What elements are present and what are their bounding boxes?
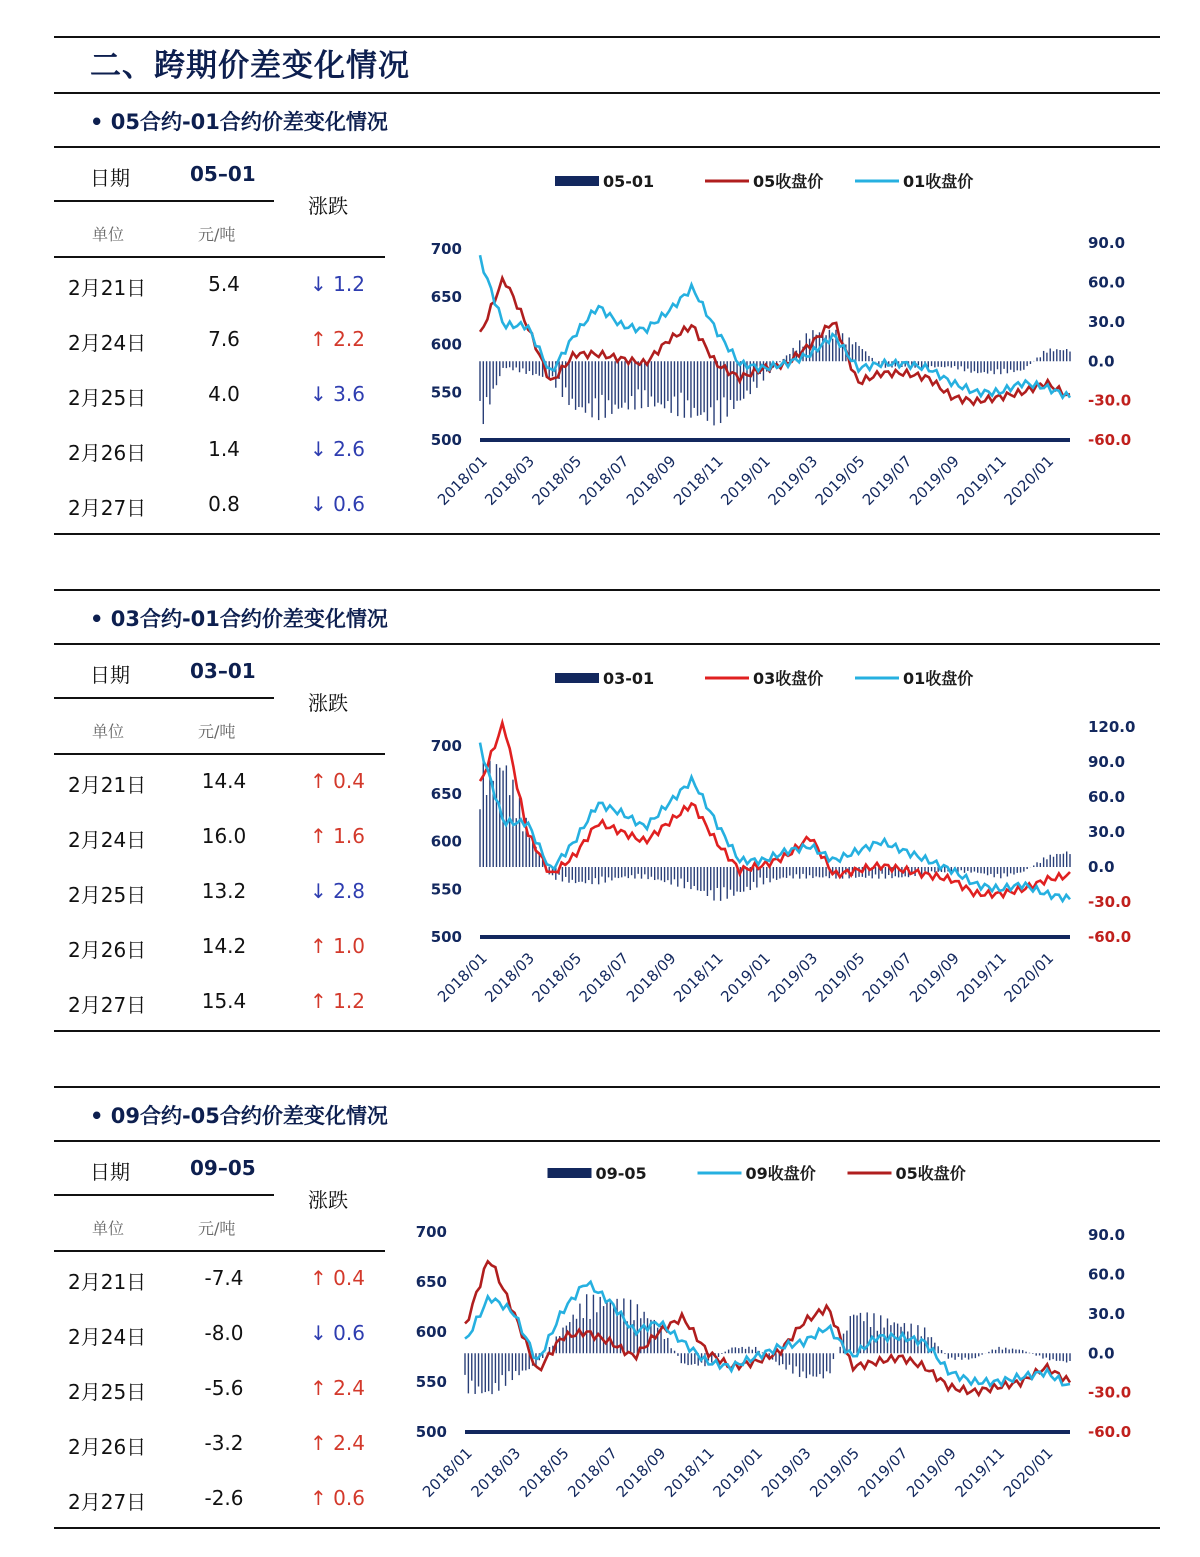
row-date: 2月21日 [68, 773, 147, 797]
spread-header: 03–01 [190, 659, 256, 683]
row-change: ↑ 2.4 [310, 1376, 365, 1400]
legend-label: 05收盘价 [895, 1164, 966, 1183]
legend-swatch [548, 1168, 592, 1178]
x-axis-tick: 2019/03 [764, 949, 822, 1006]
row-date: 2月27日 [68, 1490, 147, 1514]
section-2-top-rule [54, 589, 1160, 591]
x-axis-tick: 2018/05 [528, 452, 586, 509]
x-axis-tick: 2019/09 [906, 452, 963, 509]
header-divider [54, 697, 274, 699]
x-axis-tick: 2018/03 [467, 1444, 525, 1501]
left-axis-tick: 500 [415, 1423, 447, 1441]
x-axis-tick: 2019/11 [953, 949, 1011, 1006]
row-date: 2月21日 [68, 276, 147, 300]
row-value: -5.6 [204, 1376, 244, 1400]
x-axis-tick: 2018/09 [622, 949, 680, 1006]
section-1-bottom-rule [54, 533, 1160, 535]
x-axis-tick: 2019/09 [906, 949, 963, 1006]
right-axis-tick: 60.0 [1088, 273, 1126, 292]
x-axis-tick: 2018/09 [622, 452, 680, 509]
unit-label: 单位 [92, 1219, 125, 1238]
row-value: 0.8 [208, 492, 240, 516]
row-value: 4.0 [208, 382, 240, 406]
left-axis-tick: 600 [430, 832, 462, 851]
x-axis-tick: 2018/01 [434, 452, 491, 509]
table-row [54, 1417, 394, 1472]
left-axis-tick: 700 [415, 1223, 447, 1241]
row-value: 7.6 [208, 327, 240, 351]
header-divider [54, 200, 274, 202]
section-2-rule [54, 643, 1160, 645]
spread-chart-09-05 [405, 1152, 1150, 1522]
left-axis-tick: 600 [430, 335, 462, 354]
row-value: 14.4 [201, 769, 247, 793]
date-header: 日期 [90, 1160, 130, 1184]
left-axis-tick: 550 [430, 383, 462, 402]
x-axis-tick: 2020/01 [1000, 452, 1058, 509]
legend-label: 09收盘价 [745, 1164, 816, 1183]
legend-label: 05收盘价 [753, 172, 824, 191]
right-axis-tick: 120.0 [1088, 718, 1136, 736]
right-axis-tick: 30.0 [1088, 1304, 1126, 1323]
legend-label: 01收盘价 [903, 669, 974, 688]
right-axis-tick: -30.0 [1088, 893, 1132, 911]
x-axis-tick: 2018/03 [481, 452, 539, 509]
row-value: 13.2 [201, 879, 247, 903]
table-row [54, 368, 394, 423]
x-axis-tick: 2018/09 [612, 1444, 670, 1501]
right-axis-tick: 30.0 [1088, 312, 1126, 331]
title-rule [54, 92, 1160, 94]
row-date: 2月24日 [68, 331, 147, 355]
row-change: ↑ 0.4 [310, 1266, 365, 1290]
table-row [54, 1362, 394, 1417]
right-axis-tick: 90.0 [1088, 753, 1126, 771]
x-axis-tick: 2018/03 [481, 949, 539, 1006]
right-axis-tick: -30.0 [1088, 391, 1132, 410]
x-axis-tick: 2019/01 [709, 1444, 767, 1501]
x-axis-tick: 2019/05 [811, 949, 869, 1006]
unit-value: 元/吨 [198, 1219, 236, 1238]
right-axis-tick: 90.0 [1088, 234, 1126, 253]
section-1-rule [54, 146, 1160, 148]
x-axis-tick: 2018/07 [575, 452, 633, 509]
row-change: ↑ 0.6 [310, 1486, 365, 1510]
x-axis-tick: 2020/01 [1000, 949, 1058, 1006]
spread-header: 09–05 [190, 1156, 256, 1180]
change-header: 涨跌 [308, 691, 348, 715]
row-change: ↓ 3.6 [310, 382, 365, 406]
right-axis-tick: 60.0 [1088, 788, 1126, 806]
row-change: ↓ 0.6 [310, 492, 365, 516]
section-3-title: • 09合约-05合约价差变化情况 [90, 1104, 388, 1128]
right-axis-tick: 0.0 [1088, 1344, 1115, 1363]
row-value: -7.4 [204, 1266, 244, 1290]
date-header: 日期 [90, 166, 130, 190]
row-value: 16.0 [201, 824, 247, 848]
x-axis-tick: 2019/05 [806, 1444, 864, 1501]
row-date: 2月25日 [68, 386, 147, 410]
row-value: -2.6 [204, 1486, 244, 1510]
right-axis-tick: 60.0 [1088, 1265, 1126, 1284]
x-axis-tick: 2019/11 [951, 1444, 1009, 1501]
legend-label: 01收盘价 [903, 172, 974, 191]
unit-value: 元/吨 [198, 225, 236, 244]
x-axis-tick: 2019/11 [953, 452, 1011, 509]
row-change: ↓ 2.6 [310, 437, 365, 461]
row-change: ↓ 0.6 [310, 1321, 365, 1345]
date-header: 日期 [90, 663, 130, 687]
change-header: 涨跌 [308, 1188, 348, 1212]
section-2-bottom-rule [54, 1030, 1160, 1032]
page-title: 二、跨期价差变化情况 [90, 48, 410, 84]
table-row [54, 920, 394, 975]
left-axis-tick: 550 [430, 880, 462, 899]
unit-value: 元/吨 [198, 722, 236, 741]
section-3-top-rule [54, 1086, 1160, 1088]
right-axis-tick: 0.0 [1088, 352, 1115, 371]
table-row [54, 258, 394, 313]
table-row [54, 1252, 394, 1307]
left-axis-tick: 600 [415, 1323, 447, 1341]
x-axis-tick: 2019/09 [903, 1444, 960, 1501]
row-date: 2月26日 [68, 1435, 147, 1459]
x-axis-tick: 2018/07 [575, 949, 633, 1006]
right-axis-tick: -60.0 [1088, 1423, 1132, 1441]
x-axis-tick: 2018/11 [670, 452, 727, 509]
table-row [54, 975, 394, 1030]
legend-swatch [555, 176, 599, 186]
change-header: 涨跌 [308, 194, 348, 218]
row-date: 2月27日 [68, 993, 147, 1017]
row-change: ↑ 2.4 [310, 1431, 365, 1455]
left-axis-tick: 650 [415, 1273, 447, 1291]
x-axis-tick: 2018/01 [434, 949, 491, 1006]
table-row [54, 865, 394, 920]
x-axis-tick: 2019/07 [858, 949, 916, 1006]
section-3-bottom-rule [54, 1527, 1160, 1529]
right-axis-tick: 90.0 [1088, 1226, 1126, 1245]
x-axis-tick: 2018/07 [564, 1444, 622, 1501]
x-axis-tick: 2018/11 [670, 949, 727, 1006]
row-date: 2月25日 [68, 883, 147, 907]
row-value: -3.2 [204, 1431, 244, 1455]
x-axis-tick: 2020/01 [999, 1444, 1057, 1501]
left-axis-tick: 500 [430, 928, 462, 946]
x-axis-tick: 2018/05 [515, 1444, 573, 1501]
row-date: 2月27日 [68, 496, 147, 520]
series-line [465, 1282, 1070, 1386]
row-value: 15.4 [201, 989, 247, 1013]
right-axis-tick: 30.0 [1088, 823, 1126, 841]
table-row [54, 1307, 394, 1362]
x-axis-tick: 2019/03 [764, 452, 822, 509]
row-date: 2月25日 [68, 1380, 147, 1404]
x-axis-tick: 2018/01 [419, 1444, 476, 1501]
spread-chart-05-01 [420, 160, 1150, 530]
spread-chart-03-01 [420, 657, 1150, 1027]
right-axis-tick: -60.0 [1088, 431, 1132, 449]
row-value: 1.4 [208, 437, 240, 461]
x-axis-tick: 2018/11 [661, 1444, 718, 1501]
top-rule [54, 36, 1160, 38]
legend-label: 03收盘价 [753, 669, 824, 688]
table-row [54, 478, 394, 533]
row-value: -8.0 [204, 1321, 244, 1345]
row-value: 14.2 [201, 934, 247, 958]
x-axis-tick: 2019/03 [757, 1444, 815, 1501]
x-axis-tick: 2019/01 [717, 949, 775, 1006]
section-3-rule [54, 1140, 1160, 1142]
legend-label: 05-01 [603, 172, 655, 191]
legend-swatch [555, 673, 599, 683]
header-divider [54, 1194, 274, 1196]
row-change: ↓ 1.2 [310, 272, 365, 296]
table-row [54, 810, 394, 865]
x-axis-tick: 2019/07 [858, 452, 916, 509]
row-change: ↑ 2.2 [310, 327, 365, 351]
unit-label: 单位 [92, 225, 125, 244]
row-change: ↑ 1.2 [310, 989, 365, 1013]
unit-label: 单位 [92, 722, 125, 741]
legend-label: 09-05 [595, 1164, 647, 1183]
section-1-title: • 05合约-01合约价差变化情况 [90, 110, 388, 134]
section-2-title: • 03合约-01合约价差变化情况 [90, 607, 388, 631]
row-date: 2月24日 [68, 828, 147, 852]
table-row [54, 423, 394, 478]
left-axis-tick: 700 [430, 737, 462, 756]
x-axis-tick: 2019/05 [811, 452, 869, 509]
x-axis-tick: 2019/01 [717, 452, 775, 509]
legend-label: 03-01 [603, 669, 655, 688]
right-axis-tick: 0.0 [1088, 858, 1115, 876]
row-date: 2月24日 [68, 1325, 147, 1349]
right-axis-tick: -30.0 [1088, 1383, 1132, 1402]
row-change: ↑ 0.4 [310, 769, 365, 793]
left-axis-tick: 650 [430, 287, 462, 306]
row-change: ↑ 1.6 [310, 824, 365, 848]
row-date: 2月26日 [68, 441, 147, 465]
table-row [54, 313, 394, 368]
x-axis-tick: 2018/05 [528, 949, 586, 1006]
row-change: ↑ 1.0 [310, 934, 365, 958]
left-axis-tick: 550 [415, 1373, 447, 1391]
row-value: 5.4 [208, 272, 240, 296]
left-axis-tick: 650 [430, 784, 462, 803]
x-axis-tick: 2019/07 [854, 1444, 912, 1501]
table-row [54, 755, 394, 810]
row-date: 2月21日 [68, 1270, 147, 1294]
right-axis-tick: -60.0 [1088, 928, 1132, 946]
row-date: 2月26日 [68, 938, 147, 962]
row-change: ↓ 2.8 [310, 879, 365, 903]
spread-header: 05–01 [190, 162, 256, 186]
table-row [54, 1472, 394, 1527]
left-axis-tick: 500 [430, 431, 462, 449]
left-axis-tick: 700 [430, 240, 462, 259]
